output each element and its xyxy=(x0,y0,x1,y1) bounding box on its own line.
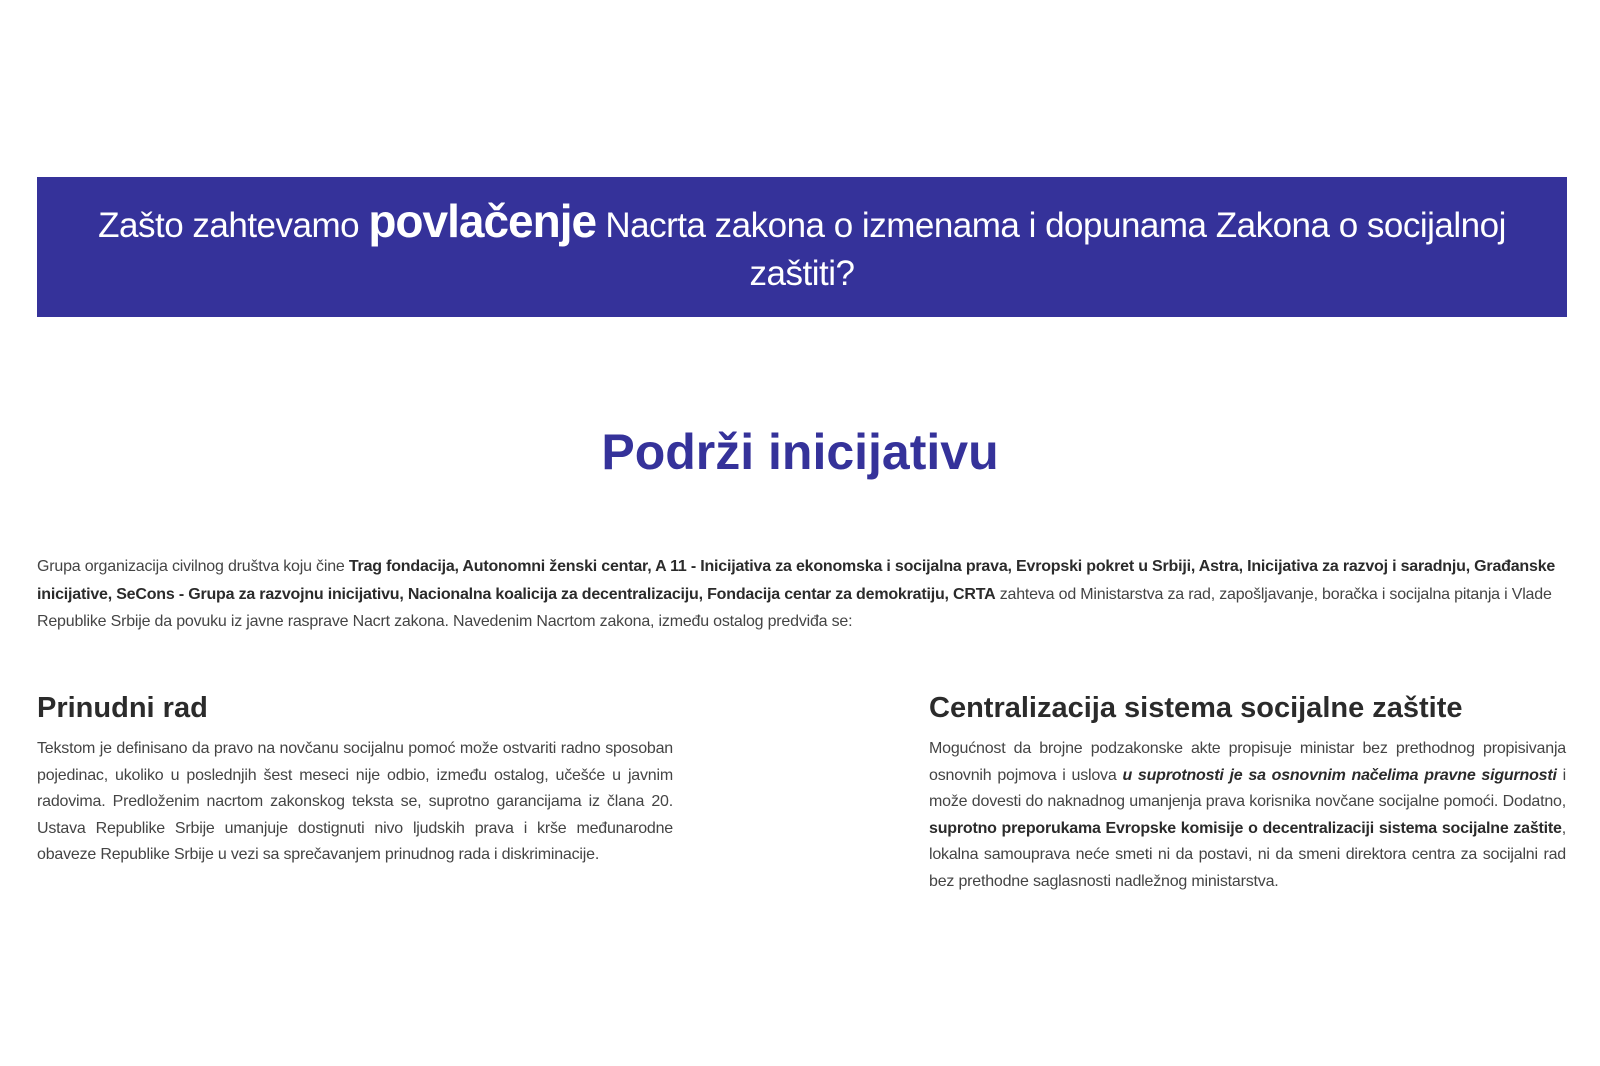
title-banner xyxy=(37,177,1567,317)
banner-title-strong: povlačenje xyxy=(368,194,597,247)
intro-organizations: Trag fondacija, Autonomni ženski centar, A 11 - Inicijativa za ekonomska i socijalna prava, Evropski pokret u Srbiji, Astra, Inicijativa za razvoj i saradnju, Građanske inicijative, SeCons - Grupa za razvojnu inicijativu, Nacionalna koalicija za decentralizaciju, Fondacija centar za demokratiju, CRTA xyxy=(37,558,1556,603)
column-text-1: Mogućnost da brojne podzakonske akte propisuje ministar bez prethodnog propisivanja osnovnih pojmova i uslova xyxy=(929,740,1566,784)
column-text: Tekstom je definisano da pravo na novčanu socijalnu pomoć može ostvariti radno sposoban pojedinac, ukoliko u poslednjih šest meseci nije odbio, između ostalog, učešće u javnim radovima. Predloženim nacrtom zakonskog teksta se, suprotno garancijama iz člana 20. Ustava Republike Srbije umanjuje dostignuti nivo ljudskih prava i krše međunarodne obaveze Republike Srbije u vezi sa sprečavanjem prinudnog rada i diskriminacije. xyxy=(37,740,673,863)
column-heading: Centralizacija sistema socijalne zaštite xyxy=(929,692,1463,724)
column-heading: Prinudni rad xyxy=(37,692,208,724)
intro-text-1: Grupa organizacija civilnog društva koju čine xyxy=(37,558,349,575)
banner-title xyxy=(37,194,1567,298)
column-centralization xyxy=(929,690,1566,895)
section-title: Podrži inicijativu xyxy=(601,424,999,480)
intro-text-2: zahteva od Ministarstva za rad, zapošljavanje, boračka i socijalna pitanja i Vlade Republike Srbije da povuku iz javne rasprave Nacrt zakona. Navedenim Nacrtom zakona, između ostalog predviđa se: xyxy=(37,585,1552,630)
banner-title-pre: Zašto zahtevamo xyxy=(98,205,369,245)
column-emphasis-1: u suprotnosti je sa osnovnim načelima pravne sigurnosti xyxy=(1122,766,1557,784)
intro-paragraph xyxy=(37,553,1567,636)
column-text-3: , lokalna samouprava neće smeti ni da postavi, ni da smeni direktora centra za socijalni rad bez prethodne saglasnosti nadležnog ministarstva. xyxy=(929,819,1566,890)
column-text-2: i može dovesti do naknadnog umanjenja prava korisnika novčane socijalne pomoći. Dodatno, xyxy=(929,766,1566,810)
banner-title-post: Nacrta zakona o izmenama i dopunama Zakona o socijalnoj zaštiti? xyxy=(596,205,1506,293)
column-text xyxy=(929,736,1566,895)
column-forced-labor xyxy=(37,690,673,869)
column-emphasis-2: suprotno preporukama Evropske komisije o decentralizaciji sistema socijalne zaštite xyxy=(929,819,1562,837)
